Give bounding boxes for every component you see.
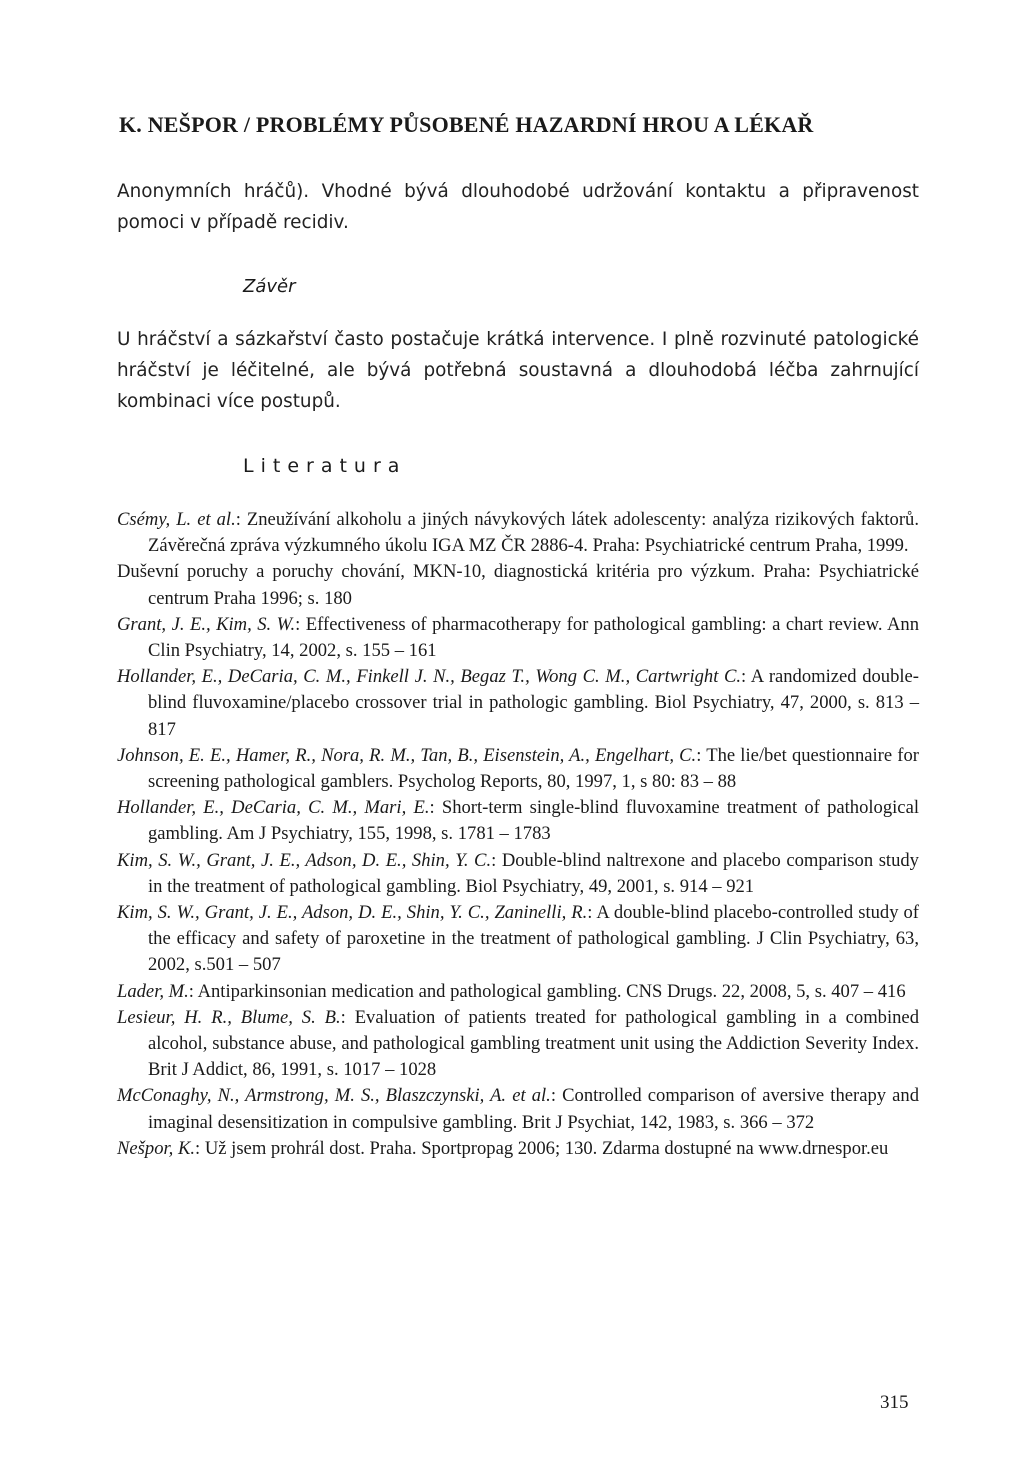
reference-text: : Evaluation of patients treated for pathological gambling in a combined alcohol, substance abuse, and pathological gambling treatment unit using the Addiction Severity Index. Brit J Addict, 86, 1991, s. 1017 – 1028: [148, 1006, 919, 1081]
reference-authors: Csémy, L. et al.: [117, 509, 236, 530]
reference-text: : A randomized double-blind fluvoxamine/placebo crossover trial in pathologic gambling. Biol Psychiatry, 47, 2000, s. 813 – 817: [148, 666, 919, 740]
reference-authors: Kim, S. W., Grant, J. E., Adson, D. E., Shin, Y. C., Zaninelli, R.: [117, 902, 588, 924]
reference-item: [117, 900, 919, 979]
reference-item: [117, 1005, 919, 1084]
reference-item: [117, 1083, 919, 1135]
running-head: K. NEŠPOR / PROBLÉMY PŮSOBENÉ HAZARDNÍ HROU A LÉKAŘ: [119, 112, 814, 137]
reference-authors: Hollander, E., DeCaria, C. M., Mari, E.: [117, 797, 430, 819]
literature-heading: Literatura: [243, 455, 407, 477]
reference-item: [117, 1136, 919, 1162]
reference-text: : Controlled comparison of aversive therapy and imaginal desensitization in compulsive gambling. Brit J Psychiat, 142, 1983, s. 366 – 372: [148, 1085, 919, 1133]
reference-text: : Double-blind naltrexone and placebo comparison study in the treatment of pathological gambling. Biol Psychiatry, 49, 2001, s. 914 – 921: [148, 849, 919, 897]
reference-text: : A double-blind placebo-controlled study of the efficacy and safety of paroxetine in the treatment of pathological gambling. J Clin Psychiatry, 63, 2002, s.501 – 507: [148, 902, 919, 976]
reference-authors: Lesieur, H. R., Blume, S. B.: [117, 1006, 341, 1028]
reference-item: [117, 507, 919, 559]
reference-text: : Short-term single-blind fluvoxamine treatment of pathological gambling. Am J Psychiatry, 155, 1998, s. 1781 – 1783: [148, 797, 919, 845]
conclusion-paragraph: U hráčství a sázkařství často postačuje krátká intervence. I plně rozvinuté patologické hráčství je léčitelné, ale bývá potřebná soustavná a dlouhodobá léčba zahrnující kombinaci více postupů.: [117, 329, 919, 412]
reference-item: [117, 612, 919, 664]
reference-text: Duševní poruchy a poruchy chování, MKN-10, diagnostická kritéria pro výzkum. Praha: Psychiatrické centrum Praha 1996; s. 180: [117, 561, 919, 609]
reference-item: [117, 743, 919, 795]
reference-item: [117, 559, 919, 611]
reference-text: : Zneužívání alkoholu a jiných návykových látek adolescenty: analýza rizikových faktorů. Závěrečná zpráva výzkumného úkolu IGA MZ ČR 2886-4. Praha: Psychiatrické centrum Praha, 1999.: [148, 509, 919, 557]
reference-text: : Už jsem prohrál dost. Praha. Sportpropag 2006; 130. Zdarma dostupné na www.drnespor.eu: [195, 1137, 889, 1159]
reference-authors: Hollander, E., DeCaria, C. M., Finkell J. N., Begaz T., Wong C. M., Cartwright C.: [117, 666, 742, 688]
reference-item: [117, 664, 919, 743]
reference-authors: Nešpor, K.: [117, 1137, 196, 1159]
reference-item: [117, 848, 919, 900]
reference-list: [117, 507, 919, 1162]
reference-item: [117, 795, 919, 847]
reference-authors: McConaghy, N., Armstrong, M. S., Blaszczynski, A. et al.: [117, 1085, 551, 1107]
reference-text: : The lie/bet questionnaire for screening pathological gamblers. Psycholog Reports, 80, 1997, 1, s 80: 83 – 88: [148, 744, 919, 793]
conclusion-heading: Závěr: [243, 276, 296, 297]
reference-authors: Lader, M.: [117, 980, 189, 1002]
reference-authors: Kim, S. W., Grant, J. E., Adson, D. E., Shin, Y. C.: [117, 849, 492, 871]
reference-authors: Johnson, E. E., Hamer, R., Nora, R. M., Tan, B., Eisenstein, A., Engelhart, C.: [117, 744, 697, 766]
intro-paragraph: Anonymních hráčů). Vhodné bývá dlouhodobé udržování kontaktu a připravenost pomoci v případě recidiv.: [117, 181, 919, 233]
reference-text: : Antiparkinsonian medication and pathological gambling. CNS Drugs. 22, 2008, 5, s. 407 – 416: [188, 980, 906, 1002]
reference-text: : Effectiveness of pharmacotherapy for pathological gambling: a chart review. Ann Clin Psychiatry, 14, 2002, s. 155 – 161: [148, 613, 920, 662]
reference-authors: Grant, J. E., Kim, S. W.: [117, 613, 296, 635]
page-number: 315: [880, 1392, 909, 1413]
reference-item: [117, 979, 919, 1005]
page-body: [117, 112, 919, 1162]
